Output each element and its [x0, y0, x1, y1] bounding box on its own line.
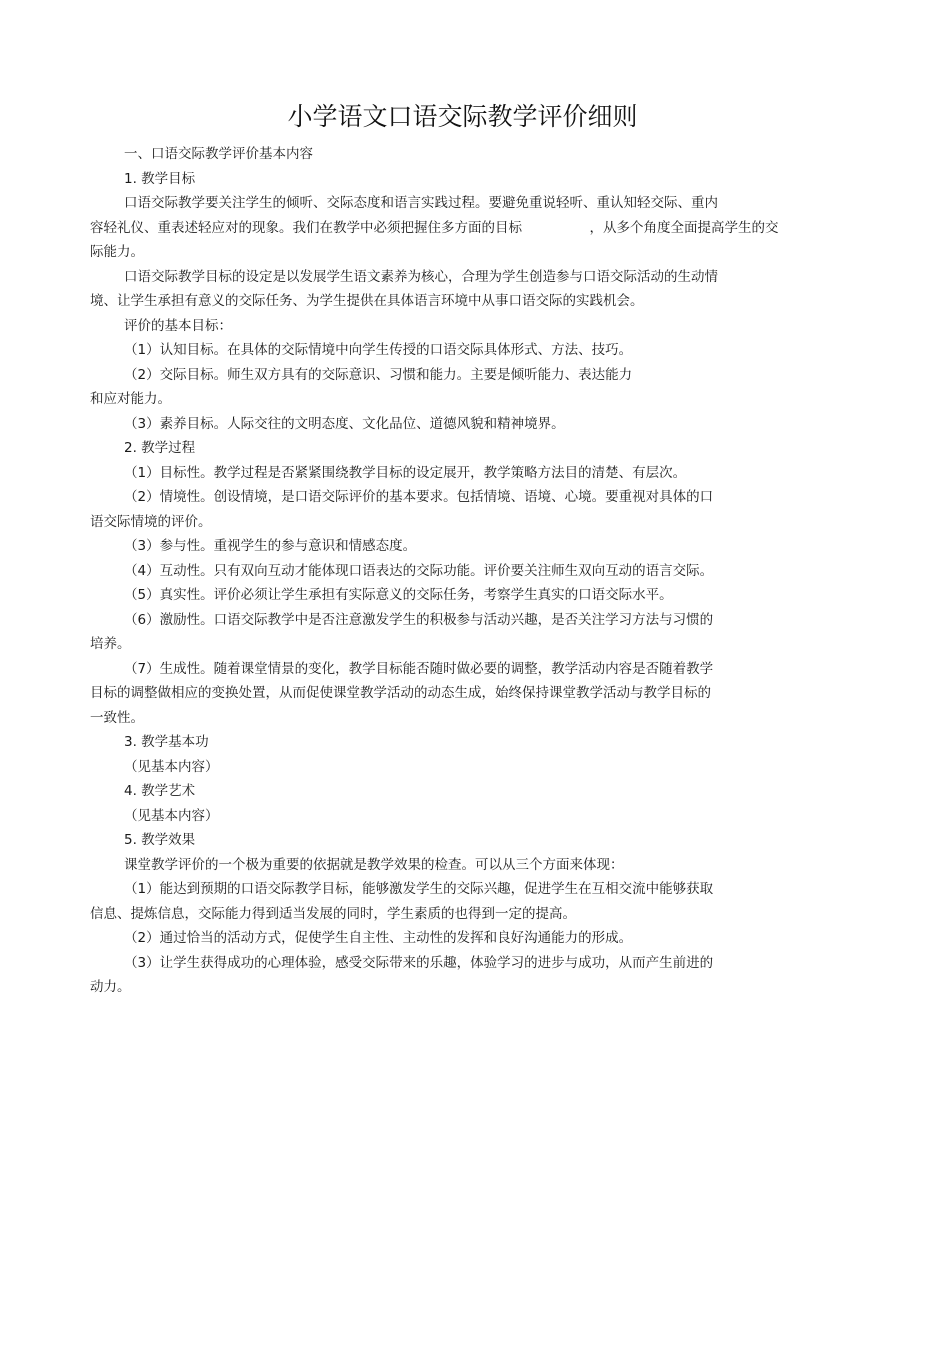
text-line: （1）目标性。教学过程是否紧紧围绕教学目标的设定展开，教学策略方法目的清楚、有层次。 [124, 464, 687, 481]
text-line: 目标的调整做相应的变换处置，从而促使课堂教学活动的动态生成，始终保持课堂教学活动与教学目标的 [90, 685, 711, 701]
text-line: 3. 教学基本功 [124, 734, 209, 750]
text-line: （5）真实性。评价必须让学生承担有实际意义的交际任务，考察学生真实的口语交际水平。 [124, 587, 673, 603]
text-line: （1）能达到预期的口语交际教学目标，能够激发学生的交际兴趣，促进学生在互相交流中能够获取 [124, 881, 714, 897]
text-line: 容轻礼仪、重表述轻应对的现象。我们在教学中必须把握住多方面的目标 ，从多个角度全面提高学生的交 [90, 219, 779, 236]
text-line: 评价的基本目标： [124, 317, 232, 334]
text-line: （见基本内容） [124, 807, 219, 824]
text-line: （见基本内容） [124, 758, 219, 775]
text-line: （2）情境性。创设情境，是口语交际评价的基本要求。包括情境、语境、心境。要重视对具体的口 [124, 489, 714, 505]
text-line: 口语交际教学要关注学生的倾听、交际态度和语言实践过程。要避免重说轻听、重认知轻交际、重内 [124, 195, 718, 211]
text-line: 课堂教学评价的一个极为重要的依据就是教学效果的检查。可以从三个方面来体现： [124, 856, 624, 873]
text-line: （1）认知目标。在具体的交际情境中向学生传授的口语交际具体形式、方法、技巧。 [124, 342, 633, 358]
text-line: （4）互动性。只有双向互动才能体现口语表达的交际功能。评价要关注师生双向互动的语言交际。 [124, 562, 714, 579]
document-body [90, 142, 860, 1000]
text-line: 2. 教学过程 [124, 440, 196, 456]
text-line: 际能力。 [90, 244, 144, 260]
text-line: 信息、提炼信息，交际能力得到适当发展的同时，学生素质的也得到一定的提高。 [90, 905, 576, 922]
text-line: 1. 教学目标 [124, 170, 196, 187]
text-line: （2）交际目标。师生双方具有的交际意识、习惯和能力。主要是倾听能力、表达能力 [124, 366, 633, 383]
text-line: 语交际情境的评价。 [90, 513, 212, 530]
text-line: 口语交际教学目标的设定是以发展学生语文素养为核心，合理为学生创造参与口语交际活动的生动情 [124, 268, 718, 285]
text-line: （6）激励性。口语交际教学中是否注意激发学生的积极参与活动兴趣，是否关注学习方法与习惯的 [124, 611, 714, 628]
text-line: 和应对能力。 [90, 391, 171, 407]
text-line: （2）通过恰当的活动方式，促使学生自主性、主动性的发挥和良好沟通能力的形成。 [124, 930, 633, 946]
text-line: （3）参与性。重视学生的参与意识和情感态度。 [124, 538, 417, 554]
text-line: 培养。 [90, 636, 131, 652]
text-line: 境、让学生承担有意义的交际任务、为学生提供在具体语言环境中从事口语交际的实践机会。 [90, 293, 644, 309]
text-line: （7）生成性。随着课堂情景的变化，教学目标能否随时做必要的调整，教学活动内容是否随着教学 [124, 660, 714, 677]
text-line: 一致性。 [90, 709, 144, 726]
document-title: 小学语文口语交际教学评价细则 [287, 102, 638, 131]
text-line: 5. 教学效果 [124, 832, 196, 848]
text-line: 一、口语交际教学评价基本内容 [124, 146, 313, 162]
text-line: 4. 教学艺术 [124, 783, 196, 799]
text-line: （3）让学生获得成功的心理体验，感受交际带来的乐趣，体验学习的进步与成功，从而产生前进的 [124, 954, 714, 971]
text-line: 动力。 [90, 979, 131, 995]
text-line: （3）素养目标。人际交往的文明态度、文化品位、道德风貌和精神境界。 [124, 415, 565, 432]
